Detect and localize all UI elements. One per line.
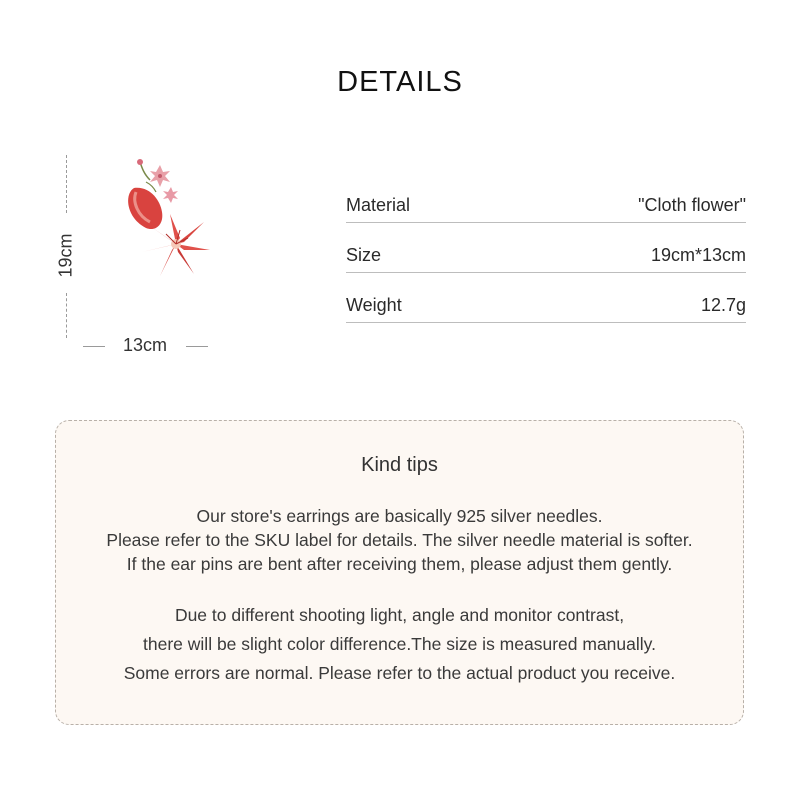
tips-line: there will be slight color difference.The size is measured manually. xyxy=(143,634,656,654)
tips-paragraph-2 xyxy=(56,601,743,688)
spec-key: Material xyxy=(346,195,411,215)
width-label: 13cm xyxy=(122,335,167,355)
spec-row-size xyxy=(346,238,746,273)
height-dimension-line-bottom xyxy=(66,293,67,338)
tips-line: Due to different shooting light, angle and monitor contrast, xyxy=(174,605,625,625)
spec-value: 12.7g xyxy=(700,295,746,315)
product-image xyxy=(120,158,220,284)
kind-tips-box xyxy=(55,420,744,725)
tips-line: If the ear pins are bent after receiving them, please adjust them gently. xyxy=(126,554,673,574)
red-petal-icon xyxy=(128,188,162,229)
tips-line: Some errors are normal. Please refer to the actual product you receive. xyxy=(123,663,676,683)
spec-key: Size xyxy=(346,245,382,265)
spec-value: 19cm*13cm xyxy=(650,245,746,265)
tips-line: Our store's earrings are basically 925 silver needles. xyxy=(196,506,603,526)
spec-row-material xyxy=(346,188,746,223)
page-title: DETAILS xyxy=(337,66,463,98)
tips-title: Kind tips xyxy=(361,454,438,476)
spec-row-weight xyxy=(346,288,746,323)
width-dimension-line-right xyxy=(186,346,208,347)
height-dimension-line-top xyxy=(66,155,67,213)
spec-value: "Cloth flower" xyxy=(638,195,746,215)
tips-paragraph-1 xyxy=(56,504,743,576)
width-dimension-line-left xyxy=(83,346,105,347)
tips-line: Please refer to the SKU label for details. The silver needle material is softer. xyxy=(106,530,693,550)
height-label: 19cm xyxy=(55,233,76,278)
spec-key: Weight xyxy=(346,295,402,315)
